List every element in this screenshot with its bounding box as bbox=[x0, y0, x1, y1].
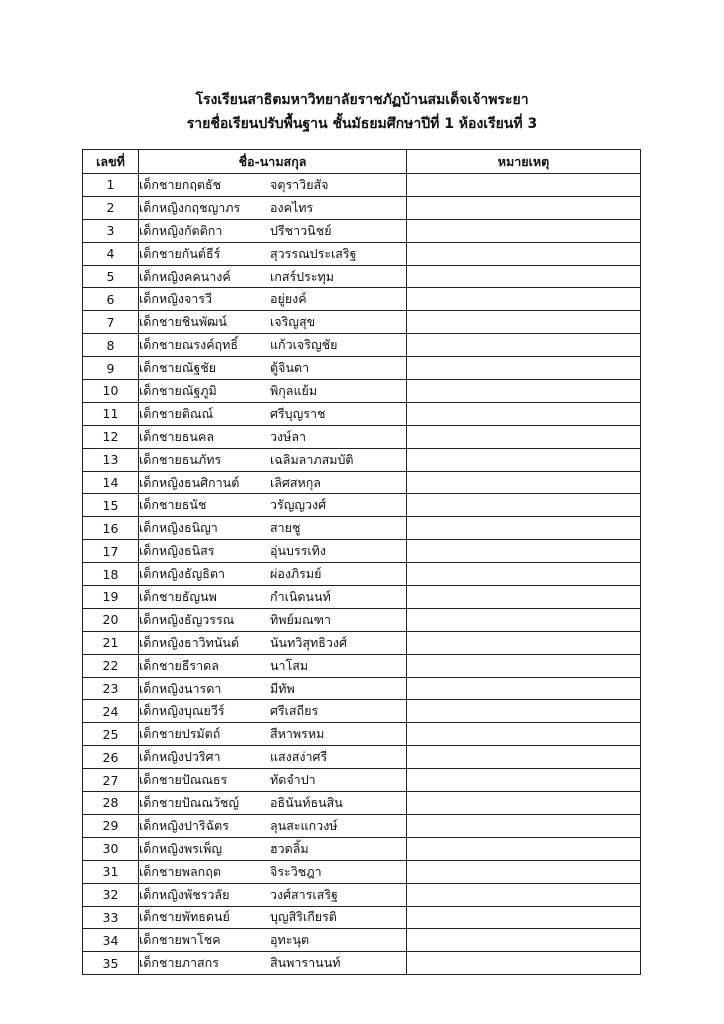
table-row bbox=[83, 929, 641, 952]
student-first-name: เด็กหญิงธัญธิตา bbox=[139, 566, 225, 582]
student-first-name: เด็กหญิงธนิญา bbox=[139, 520, 218, 536]
table-row bbox=[83, 837, 641, 860]
student-number: 31 bbox=[83, 860, 139, 883]
table-row bbox=[83, 380, 641, 403]
student-note bbox=[407, 769, 641, 792]
student-note bbox=[407, 723, 641, 746]
table-row bbox=[83, 860, 641, 883]
student-name bbox=[139, 448, 407, 471]
student-last-name: เจริญสุข bbox=[270, 314, 316, 330]
student-note bbox=[407, 586, 641, 609]
student-name bbox=[139, 563, 407, 586]
student-last-name: นาโสม bbox=[270, 657, 309, 673]
student-first-name: เด็กชายธีราดล bbox=[139, 657, 219, 673]
student-name bbox=[139, 288, 407, 311]
student-first-name: เด็กหญิงปาริฉัตร bbox=[139, 817, 229, 833]
student-note bbox=[407, 242, 641, 265]
student-first-name: เด็กหญิงนารดา bbox=[139, 680, 222, 696]
student-name bbox=[139, 608, 407, 631]
student-note bbox=[407, 929, 641, 952]
student-first-name: เด็กหญิงปวริศา bbox=[139, 749, 221, 765]
student-first-name: เด็กชายชินพัฒน์ bbox=[139, 314, 227, 330]
student-note bbox=[407, 334, 641, 357]
student-first-name: เด็กหญิงธนศิกานต์ bbox=[139, 474, 240, 490]
student-last-name: อยู่ยงค์ bbox=[270, 291, 307, 307]
student-last-name: สีหาพรหม bbox=[270, 726, 325, 742]
table-row bbox=[83, 814, 641, 837]
student-number: 34 bbox=[83, 929, 139, 952]
table-row bbox=[83, 471, 641, 494]
student-last-name: นันทวิสุทธิวงศ์ bbox=[270, 634, 347, 650]
table-row bbox=[83, 196, 641, 219]
student-name bbox=[139, 860, 407, 883]
student-note bbox=[407, 860, 641, 883]
student-number: 25 bbox=[83, 723, 139, 746]
table-row bbox=[83, 586, 641, 609]
student-first-name: เด็กชายธนัช bbox=[139, 497, 207, 513]
student-last-name: เฉลิมลาภสมบัติ bbox=[270, 451, 354, 467]
student-note bbox=[407, 814, 641, 837]
student-last-name: มีทัพ bbox=[270, 680, 295, 696]
student-number: 1 bbox=[83, 174, 139, 197]
table-row bbox=[83, 219, 641, 242]
student-number: 26 bbox=[83, 746, 139, 769]
student-last-name: พิกุลแย้ม bbox=[270, 382, 318, 398]
table-row bbox=[83, 631, 641, 654]
table-body bbox=[83, 174, 641, 975]
student-note bbox=[407, 563, 641, 586]
table-header-row bbox=[83, 150, 641, 174]
table-row bbox=[83, 563, 641, 586]
table-row bbox=[83, 357, 641, 380]
student-first-name: เด็กชายพลกฤต bbox=[139, 863, 221, 879]
student-note bbox=[407, 540, 641, 563]
student-first-name: เด็กชายกฤตธัช bbox=[139, 176, 222, 192]
student-note bbox=[407, 380, 641, 403]
school-name: โรงเรียนสาธิตมหาวิทยาลัยราชภัฏบ้านสมเด็จเจ้าพระยา bbox=[195, 92, 529, 108]
student-name bbox=[139, 769, 407, 792]
student-note bbox=[407, 837, 641, 860]
student-number: 11 bbox=[83, 402, 139, 425]
student-first-name: เด็กชายปัณณวัชญ์ bbox=[139, 794, 240, 810]
student-name bbox=[139, 334, 407, 357]
student-last-name: กำเนิดนนท์ bbox=[270, 588, 331, 604]
student-number: 5 bbox=[83, 265, 139, 288]
table-row bbox=[83, 906, 641, 929]
student-number: 30 bbox=[83, 837, 139, 860]
student-name bbox=[139, 814, 407, 837]
student-first-name: เด็กชายธนคล bbox=[139, 428, 214, 444]
student-note bbox=[407, 174, 641, 197]
student-name bbox=[139, 883, 407, 906]
student-first-name: เด็กชายณัฐภูมิ bbox=[139, 382, 217, 398]
student-last-name: อุ่นบรรเทิง bbox=[270, 543, 327, 559]
student-note bbox=[407, 883, 641, 906]
list-subtitle: รายชื่อเรียนปรับพื้นฐาน ชั้นมัธยมศึกษาปีที่ 1 ห้องเรียนที่ 3 bbox=[186, 116, 538, 132]
table-row bbox=[83, 769, 641, 792]
student-name bbox=[139, 540, 407, 563]
student-first-name: เด็กชายภาสกร bbox=[139, 955, 219, 971]
student-first-name: เด็กชายณรงค์ฤทธิ์ bbox=[139, 337, 238, 353]
student-name bbox=[139, 471, 407, 494]
student-number: 28 bbox=[83, 792, 139, 815]
student-note bbox=[407, 792, 641, 815]
student-number: 2 bbox=[83, 196, 139, 219]
header-name: ชื่อ-นามสกุล bbox=[139, 150, 407, 174]
student-last-name: จิระวิชฎา bbox=[270, 863, 322, 879]
table-row bbox=[83, 654, 641, 677]
student-last-name: ลุนสะแกวงษ์ bbox=[270, 817, 338, 833]
student-first-name: เด็กชายพาโชค bbox=[139, 932, 221, 948]
student-last-name: ฮวดลิ้ม bbox=[270, 840, 309, 856]
student-first-name: เด็กหญิงพรเพ็ญ bbox=[139, 840, 223, 856]
table-row bbox=[83, 746, 641, 769]
student-first-name: เด็กหญิงพัชรวลัย bbox=[139, 886, 230, 902]
student-last-name: เกสร์ประทุม bbox=[270, 268, 335, 284]
student-name bbox=[139, 196, 407, 219]
student-note bbox=[407, 677, 641, 700]
student-name bbox=[139, 837, 407, 860]
student-first-name: เด็กชายธัญนพ bbox=[139, 588, 217, 604]
student-first-name: เด็กชายธนภัทร bbox=[139, 451, 222, 467]
student-number: 15 bbox=[83, 494, 139, 517]
student-name bbox=[139, 929, 407, 952]
student-note bbox=[407, 357, 641, 380]
student-last-name: ทิพย์มณฑา bbox=[270, 611, 332, 627]
student-last-name: จตุราวิยสัจ bbox=[270, 176, 329, 192]
student-first-name: เด็กหญิงคคนางค์ bbox=[139, 268, 231, 284]
table-row bbox=[83, 425, 641, 448]
student-number: 22 bbox=[83, 654, 139, 677]
student-number: 32 bbox=[83, 883, 139, 906]
student-last-name: อธินันท์ธนสิน bbox=[270, 794, 343, 810]
student-last-name: สินพารานนท์ bbox=[270, 955, 341, 971]
student-name bbox=[139, 242, 407, 265]
student-note bbox=[407, 265, 641, 288]
student-number: 17 bbox=[83, 540, 139, 563]
student-number: 14 bbox=[83, 471, 139, 494]
student-name bbox=[139, 723, 407, 746]
student-first-name: เด็กหญิงบุณยวีร์ bbox=[139, 703, 225, 719]
student-note bbox=[407, 219, 641, 242]
student-last-name: สายชู bbox=[270, 520, 301, 536]
student-number: 6 bbox=[83, 288, 139, 311]
student-name bbox=[139, 746, 407, 769]
student-name bbox=[139, 586, 407, 609]
student-last-name: ศรีบุญราช bbox=[270, 405, 326, 421]
header-note: หมายเหตุ bbox=[407, 150, 641, 174]
table-row bbox=[83, 700, 641, 723]
student-first-name: เด็กชายพัทธดนย์ bbox=[139, 909, 230, 925]
student-last-name: วรัญญวงศ์ bbox=[270, 497, 327, 513]
student-name bbox=[139, 792, 407, 815]
table-row bbox=[83, 677, 641, 700]
table-row bbox=[83, 174, 641, 197]
student-note bbox=[407, 700, 641, 723]
student-number: 24 bbox=[83, 700, 139, 723]
student-note bbox=[407, 448, 641, 471]
student-note bbox=[407, 288, 641, 311]
student-note bbox=[407, 952, 641, 975]
student-last-name: วงศ์สารเสริฐ bbox=[270, 886, 338, 902]
student-note bbox=[407, 402, 641, 425]
student-number: 9 bbox=[83, 357, 139, 380]
student-number: 35 bbox=[83, 952, 139, 975]
student-name bbox=[139, 311, 407, 334]
student-name bbox=[139, 906, 407, 929]
student-note bbox=[407, 471, 641, 494]
student-note bbox=[407, 517, 641, 540]
table-row bbox=[83, 494, 641, 517]
student-name bbox=[139, 357, 407, 380]
student-first-name: เด็กหญิงธัญวรรณ bbox=[139, 611, 235, 627]
student-name bbox=[139, 677, 407, 700]
table-row bbox=[83, 883, 641, 906]
student-last-name: อุทะนุต bbox=[270, 932, 310, 948]
table-row bbox=[83, 334, 641, 357]
student-note bbox=[407, 494, 641, 517]
student-last-name: ผ่องภิรมย์ bbox=[270, 566, 322, 582]
table-row bbox=[83, 288, 641, 311]
student-last-name: ศรีเสถียร bbox=[270, 703, 319, 719]
student-last-name: ปรีชาวนิชย์ bbox=[270, 222, 332, 238]
student-number: 12 bbox=[83, 425, 139, 448]
student-number: 7 bbox=[83, 311, 139, 334]
student-name bbox=[139, 631, 407, 654]
table-row bbox=[83, 311, 641, 334]
student-number: 18 bbox=[83, 563, 139, 586]
student-first-name: เด็กหญิงธนิสร bbox=[139, 543, 215, 559]
student-number: 23 bbox=[83, 677, 139, 700]
student-number: 19 bbox=[83, 586, 139, 609]
header-number: เลขที่ bbox=[83, 150, 139, 174]
student-name bbox=[139, 952, 407, 975]
student-name bbox=[139, 654, 407, 677]
student-last-name: แก้วเจริญชัย bbox=[270, 337, 338, 353]
student-name bbox=[139, 174, 407, 197]
student-last-name: เลิศสหกุล bbox=[270, 474, 321, 490]
student-first-name: เด็กหญิงจารวี bbox=[139, 291, 213, 307]
student-number: 33 bbox=[83, 906, 139, 929]
student-first-name: เด็กชายกันต์ธีร์ bbox=[139, 245, 221, 261]
student-number: 8 bbox=[83, 334, 139, 357]
student-name bbox=[139, 700, 407, 723]
student-number: 27 bbox=[83, 769, 139, 792]
student-last-name: ทัดจำปา bbox=[270, 772, 316, 788]
student-first-name: เด็กหญิงกัตติกา bbox=[139, 222, 223, 238]
table-row bbox=[83, 265, 641, 288]
table-row bbox=[83, 242, 641, 265]
student-name bbox=[139, 425, 407, 448]
student-name bbox=[139, 402, 407, 425]
student-last-name: ตู้จินดา bbox=[270, 360, 310, 376]
table-row bbox=[83, 792, 641, 815]
table-row bbox=[83, 402, 641, 425]
student-roster-table bbox=[82, 149, 641, 975]
student-number: 10 bbox=[83, 380, 139, 403]
student-number: 4 bbox=[83, 242, 139, 265]
student-note bbox=[407, 311, 641, 334]
student-name bbox=[139, 219, 407, 242]
student-note bbox=[407, 654, 641, 677]
student-number: 13 bbox=[83, 448, 139, 471]
student-first-name: เด็กหญิงกฤชญาภร bbox=[139, 199, 241, 215]
student-note bbox=[407, 425, 641, 448]
student-last-name: แสงสง่าศรี bbox=[270, 749, 328, 765]
table-row bbox=[83, 608, 641, 631]
student-last-name: องคไทร bbox=[270, 199, 314, 215]
document-header bbox=[0, 88, 724, 136]
student-number: 3 bbox=[83, 219, 139, 242]
student-note bbox=[407, 631, 641, 654]
student-number: 21 bbox=[83, 631, 139, 654]
table-row bbox=[83, 517, 641, 540]
student-note bbox=[407, 906, 641, 929]
student-last-name: วงษ์ลา bbox=[270, 428, 307, 444]
table-row bbox=[83, 723, 641, 746]
student-number: 20 bbox=[83, 608, 139, 631]
student-note bbox=[407, 196, 641, 219]
student-note bbox=[407, 608, 641, 631]
student-last-name: บุญสิริเกียรติ bbox=[270, 909, 337, 925]
table-row bbox=[83, 448, 641, 471]
student-first-name: เด็กชายปัณณธร bbox=[139, 772, 228, 788]
student-name bbox=[139, 380, 407, 403]
student-first-name: เด็กชายณัฐชัย bbox=[139, 360, 217, 376]
student-name bbox=[139, 517, 407, 540]
table-row bbox=[83, 952, 641, 975]
student-number: 29 bbox=[83, 814, 139, 837]
student-note bbox=[407, 746, 641, 769]
student-last-name: สุวรรณประเสริฐ bbox=[270, 245, 357, 261]
student-first-name: เด็กชายปรมัตถ์ bbox=[139, 726, 221, 742]
student-name bbox=[139, 494, 407, 517]
student-number: 16 bbox=[83, 517, 139, 540]
student-first-name: เด็กหญิงธาวิทนันต์ bbox=[139, 634, 240, 650]
table-row bbox=[83, 540, 641, 563]
student-name bbox=[139, 265, 407, 288]
student-first-name: เด็กชายติณณ์ bbox=[139, 405, 214, 421]
